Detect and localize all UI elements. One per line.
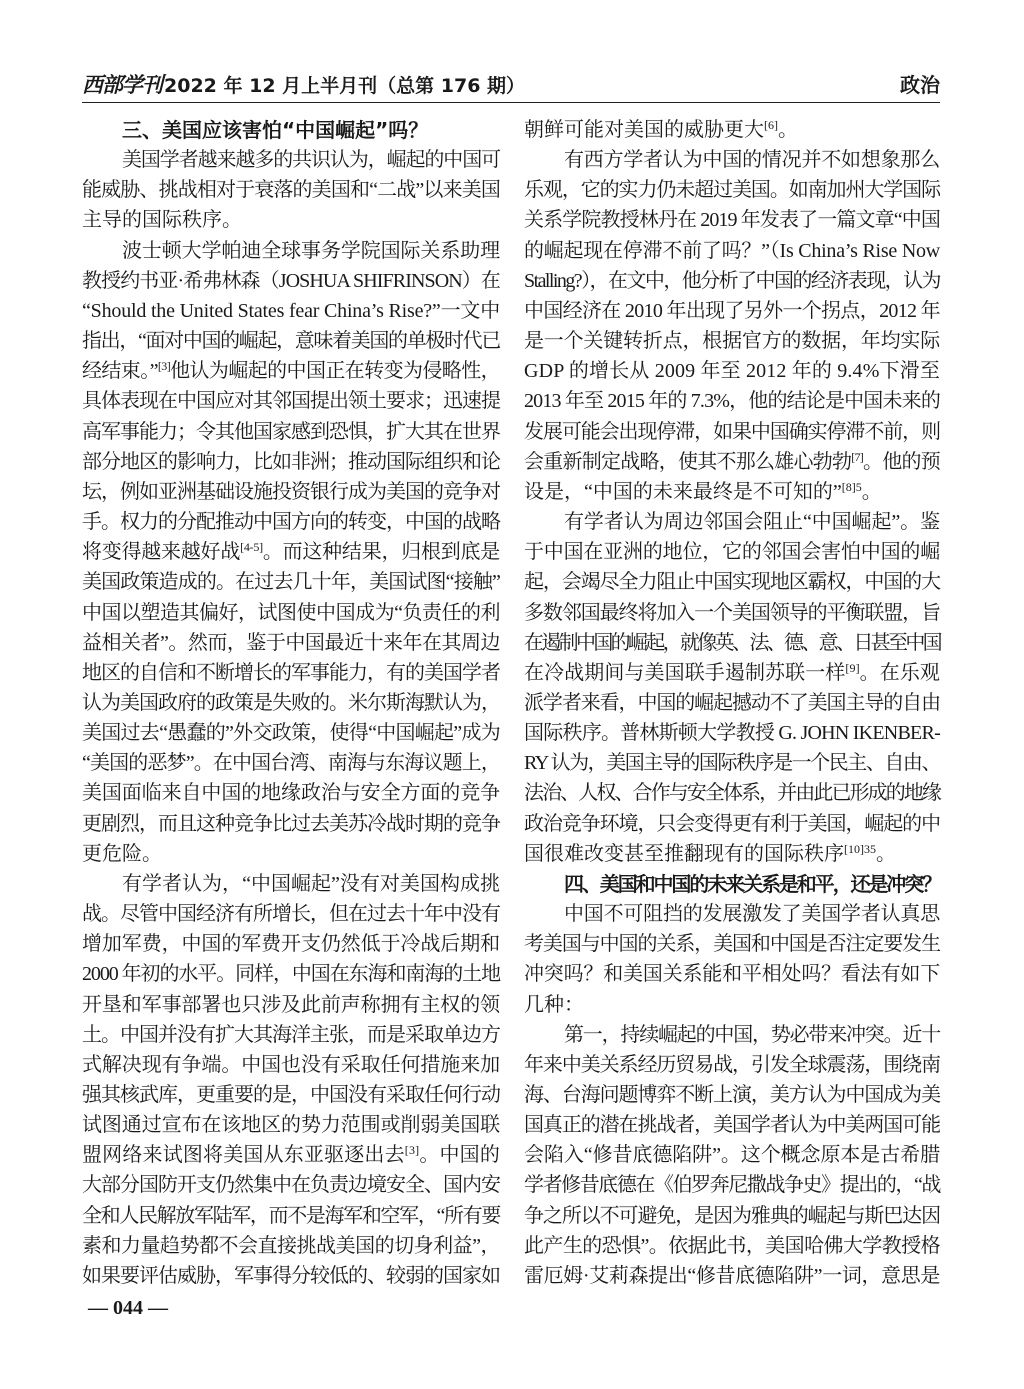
paragraph-line xyxy=(524,748,940,778)
citation-marker: [6] xyxy=(764,118,778,132)
right-column xyxy=(524,115,940,1291)
text-run: “Should the United States fear China’s Rise?”一文中 xyxy=(82,299,500,322)
text-run: 。 xyxy=(778,119,798,141)
text-run: 更剧烈，而且这种竞争比过去美苏冷战时期的竞争 xyxy=(82,812,500,835)
line-content xyxy=(524,990,584,1020)
paragraph-line xyxy=(524,1261,940,1291)
line-content xyxy=(524,1261,940,1291)
line-content xyxy=(82,1080,500,1110)
text-run: 有学者认为周边邻国会阻止“中国崛起”。鉴 xyxy=(564,511,940,534)
text-run: 考美国与中国的关系，美国和中国是否注定要发生 xyxy=(524,933,940,956)
citation-marker: [4-5] xyxy=(240,540,263,555)
line-content xyxy=(524,266,940,296)
text-run: 更危险。 xyxy=(82,842,162,865)
line-content xyxy=(82,386,500,416)
text-run: 有学者认为，“中国崛起”没有对美国构成挑 xyxy=(122,872,500,895)
line-content xyxy=(524,658,940,688)
paragraph-line xyxy=(82,1020,500,1050)
section-label: 政治 xyxy=(900,73,940,97)
paragraph-line xyxy=(82,567,500,597)
paragraph-line xyxy=(524,417,940,447)
paragraph-line xyxy=(82,959,500,989)
paragraph-line xyxy=(82,1261,500,1291)
text-run: 试图通过宣布在该地区的势力范围或削弱美国联 xyxy=(82,1114,500,1137)
paragraph-line xyxy=(82,1170,500,1200)
paragraph-line xyxy=(524,266,940,296)
text-run: 。他的预 xyxy=(863,450,940,473)
paragraph-line xyxy=(82,386,500,416)
line-content xyxy=(524,326,940,356)
paragraph-line xyxy=(82,899,500,929)
line-content xyxy=(82,778,500,808)
text-run: 增加军费，中国的军费开支仍然低于冷战后期和 xyxy=(82,933,500,956)
line-content xyxy=(524,1201,940,1231)
running-header xyxy=(82,72,940,98)
text-run: 能威胁、挑战相对于衰落的美国和“二战”以来美国 xyxy=(82,179,500,202)
text-run: RY 认为，美国主导的国际秩序是一个民主、自由、 xyxy=(524,752,940,775)
line-content xyxy=(524,929,940,959)
issue-info: 2022 年 12 月上半月刊（总第 176 期） xyxy=(164,75,526,97)
text-run: 中国以塑造其偏好，试图使中国成为“负责任的利 xyxy=(82,601,500,624)
paragraph-line xyxy=(82,718,500,748)
line-content xyxy=(524,598,940,628)
paragraph-line xyxy=(82,417,500,447)
text-run: 冲突吗？和美国关系能和平相处吗？看法有如下 xyxy=(524,963,940,986)
text-run: 学者修昔底德在《伯罗奔尼撒战争史》提出的，“战 xyxy=(524,1174,940,1197)
text-run: 益相关者”。然而，鉴于中国最近十来年在其周边 xyxy=(82,631,500,654)
text-run: 设是，“中国的未来最终是不可知的” xyxy=(524,480,842,503)
left-column xyxy=(82,115,500,1291)
line-content xyxy=(524,175,940,205)
line-content xyxy=(82,1140,500,1170)
line-content xyxy=(82,1261,500,1291)
text-run: 几种： xyxy=(524,993,584,1016)
line-content xyxy=(82,477,500,507)
line-content xyxy=(564,869,940,899)
text-run: 在遏制中国的崛起，就像英、法、德、意、日甚至中国 xyxy=(524,631,940,654)
paragraph-line xyxy=(524,990,940,1020)
paragraph-line xyxy=(524,447,940,477)
text-run: 手。权力的分配推动中国方向的转变，中国的战略 xyxy=(82,511,500,534)
text-run: GDP 的增长从 2009 年至 2012 年的 9.4%下滑至 xyxy=(524,360,940,383)
text-run: 。而这种结果，归根到底是 xyxy=(262,541,501,564)
paragraph-line xyxy=(524,1231,940,1261)
line-content xyxy=(82,1020,500,1050)
line-content xyxy=(122,115,428,145)
text-run: 是一个关键转折点，根据官方的数据，年均实际 xyxy=(524,330,940,353)
paragraph-line xyxy=(82,356,500,386)
text-run: 美国政策造成的。在过去几十年，美国试图“接触” xyxy=(82,571,500,594)
text-run: 。在乐观 xyxy=(859,661,941,684)
paragraph-line xyxy=(524,386,940,416)
paragraph-line xyxy=(524,809,940,839)
text-run: “美国的恶梦”。在中国台湾、南海与东海议题上， xyxy=(82,752,500,775)
line-content xyxy=(564,145,940,175)
paragraph-line xyxy=(82,175,500,205)
line-content xyxy=(524,447,940,477)
paragraph-line xyxy=(82,537,500,567)
section-heading xyxy=(82,115,500,145)
paragraph-line xyxy=(524,205,940,235)
paragraph-line xyxy=(524,839,940,869)
line-content xyxy=(82,447,500,477)
text-run: 开垦和军事部署也只涉及此前声称拥有主权的领 xyxy=(82,993,500,1016)
text-run: 乐观，它的实力仍未超过美国。如南加州大学国际 xyxy=(524,179,940,202)
line-content xyxy=(524,1110,940,1140)
text-run: 三、美国应该害怕“中国崛起”吗？ xyxy=(122,118,429,142)
text-run: 波士顿大学帕迪全球事务学院国际关系助理 xyxy=(122,239,500,262)
paragraph-line xyxy=(524,598,940,628)
line-content xyxy=(524,386,940,416)
text-run: 土。中国并没有扩大其海洋主张，而是采取单边方 xyxy=(82,1023,500,1046)
text-run: 海、台海问题博弈不断上演，美方认为中国成为美 xyxy=(524,1084,940,1106)
line-content xyxy=(82,839,162,869)
paragraph-line xyxy=(82,809,500,839)
text-run: 中国不可阻挡的发展激发了美国学者认真思 xyxy=(564,903,940,926)
paragraph-line xyxy=(524,236,940,266)
text-run: 雷厄姆·艾莉森提出“修昔底德陷阱”一词，意思是 xyxy=(524,1264,940,1287)
line-content xyxy=(524,296,940,326)
line-content xyxy=(82,809,500,839)
text-run: 政治竞争环境，只会变得更有利于美国，崛起的中 xyxy=(524,812,940,835)
line-content xyxy=(524,959,940,989)
citation-marker: [9] xyxy=(845,660,860,675)
text-run: 盟网络来试图将美国从东亚驱逐出去 xyxy=(82,1144,405,1167)
line-content xyxy=(524,1231,940,1261)
line-content xyxy=(524,839,896,869)
line-content xyxy=(82,356,500,386)
paragraph-line xyxy=(524,688,940,718)
paragraph-line xyxy=(82,145,500,175)
paragraph-line xyxy=(82,1050,500,1080)
paragraph-line xyxy=(524,658,940,688)
text-run: 朝鲜可能对美国的威胁更大 xyxy=(524,119,764,141)
text-run: 有西方学者认为中国的情况并不如想象那么 xyxy=(564,149,940,172)
header-rule xyxy=(82,102,940,103)
text-run: 全和人民解放军陆军，而不是海军和空军，“所有要 xyxy=(82,1204,500,1227)
paragraph-line xyxy=(524,175,940,205)
text-run: 国很难改变甚至推翻现有的国际秩序 xyxy=(524,842,844,865)
paragraph-line xyxy=(82,869,500,899)
paragraph-line xyxy=(524,959,940,989)
line-content xyxy=(82,1050,500,1080)
line-content xyxy=(82,507,500,537)
text-run: 会重新制定战略，使其不那么雄心勃勃 xyxy=(524,450,852,473)
line-content xyxy=(82,266,500,296)
paragraph-line xyxy=(524,899,940,929)
text-run: 高军事能力；令其他国家感到恐惧，扩大其在世界 xyxy=(82,420,500,443)
paragraph-line xyxy=(82,507,500,537)
paragraph-line xyxy=(82,1140,500,1170)
paragraph-line xyxy=(524,628,940,658)
text-run: 的崛起现在停滞不前了吗？”（Is China’s Rise Now xyxy=(524,239,940,262)
paragraph-line xyxy=(524,537,940,567)
line-content xyxy=(82,748,500,778)
paragraph-line xyxy=(524,1140,940,1170)
line-content xyxy=(82,417,500,447)
text-run: 经结束。” xyxy=(82,360,158,383)
line-content xyxy=(82,537,500,567)
line-content xyxy=(524,718,940,748)
paragraph-line xyxy=(82,447,500,477)
line-content xyxy=(524,417,940,447)
line-content xyxy=(524,1170,940,1200)
paragraph-line xyxy=(82,929,500,959)
text-run: 国真正的潜在挑战者，美国学者认为中美两国可能 xyxy=(524,1114,940,1137)
text-run: 。 xyxy=(861,480,882,503)
line-content xyxy=(82,658,500,688)
text-run: 将变得越来越好战 xyxy=(82,541,241,564)
text-run: 认为美国政府的政策是失败的。米尔斯海默认为， xyxy=(82,691,500,714)
text-run: 如果要评估威胁，军事得分较低的、较弱的国家如 xyxy=(82,1264,500,1287)
citation-marker: [10]35 xyxy=(844,841,876,856)
line-content xyxy=(82,899,500,929)
line-content xyxy=(524,477,882,507)
text-run: Stalling?），在文中，他分析了中国的经济表现，认为 xyxy=(524,269,940,292)
line-content xyxy=(82,296,500,326)
text-run: 。 xyxy=(876,842,896,865)
text-run: 会陷入“修昔底德陷阱”。这个概念原本是古希腊 xyxy=(524,1144,940,1167)
line-content xyxy=(82,1201,500,1231)
paragraph-line xyxy=(82,688,500,718)
paragraph-line xyxy=(82,778,500,808)
line-content xyxy=(524,1080,940,1110)
line-content xyxy=(524,567,940,597)
paragraph-line xyxy=(82,205,500,235)
line-content xyxy=(524,115,798,145)
text-run: 部分地区的影响力，比如非洲；推动国际组织和论 xyxy=(82,450,500,473)
text-run: 2013 年至 2015 年的 7.3%，他的结论是中国未来的 xyxy=(524,390,940,413)
line-content xyxy=(82,990,500,1020)
line-content xyxy=(524,1050,940,1080)
line-content xyxy=(524,205,940,235)
paragraph-line xyxy=(524,1080,940,1110)
paragraph-line xyxy=(82,839,500,869)
paragraph-line xyxy=(82,628,500,658)
text-run: 具体表现在中国应对其邻国提出领土要求；迅速提 xyxy=(82,390,500,413)
paragraph-line xyxy=(82,296,500,326)
text-run: 起，会竭尽全力阻止中国实现地区霸权，中国的大 xyxy=(524,571,940,594)
line-content xyxy=(82,1110,500,1140)
paragraph-line xyxy=(524,1050,940,1080)
text-run: 于中国在亚洲的地位，它的邻国会害怕中国的崛 xyxy=(524,541,940,564)
line-content xyxy=(524,688,940,718)
text-run: 式解决现有争端。中国也没有采取任何措施来加 xyxy=(82,1053,500,1076)
text-run: 争之所以不可避免，是因为雅典的崛起与斯巴达因 xyxy=(524,1204,940,1227)
text-run: 素和力量趋势都不会直接挑战美国的切身利益”， xyxy=(82,1234,500,1257)
paragraph-line xyxy=(524,1110,940,1140)
paragraph-line xyxy=(524,356,940,386)
paragraph-line xyxy=(82,748,500,778)
paragraph-line xyxy=(524,929,940,959)
text-run: 教授约书亚·希弗林森（JOSHUA SHIFRINSON）在 xyxy=(82,269,500,292)
text-run: 美国学者越来越多的共识认为，崛起的中国可 xyxy=(122,149,500,172)
paragraph-line xyxy=(82,326,500,356)
text-run: 国际秩序。普林斯顿大学教授 G. JOHN IKENBER- xyxy=(524,722,940,745)
text-run: 指出，“面对中国的崛起，意味着美国的单极时代已 xyxy=(82,330,500,353)
paragraph-line xyxy=(82,1231,500,1261)
page-number: — 044 — xyxy=(88,1297,168,1319)
paragraph-line xyxy=(524,778,940,808)
text-run: 。中国的 xyxy=(419,1144,501,1167)
line-content xyxy=(524,236,940,266)
paragraph-line xyxy=(524,1020,940,1050)
text-run: 在冷战期间与美国联手遏制苏联一样 xyxy=(524,661,846,684)
line-content xyxy=(82,598,500,628)
line-content xyxy=(524,356,940,386)
section-heading xyxy=(524,869,940,899)
text-run: 战。尽管中国经济有所增长，但在过去十年中没有 xyxy=(82,903,500,926)
line-content xyxy=(524,778,940,808)
line-content xyxy=(564,507,940,537)
line-content xyxy=(82,718,500,748)
paragraph-line xyxy=(524,1201,940,1231)
citation-marker: [7] xyxy=(851,449,863,464)
text-run: 年来中美关系经历贸易战，引发全球震荡，围绕南 xyxy=(524,1053,940,1076)
paragraph-line xyxy=(82,266,500,296)
line-content xyxy=(524,748,940,778)
line-content xyxy=(122,869,500,899)
paragraph-line xyxy=(524,296,940,326)
text-run: 坛，例如亚洲基础设施投资银行成为美国的竞争对 xyxy=(82,480,500,503)
text-run: 四、美国和中国的未来关系是和平，还是冲突？ xyxy=(564,871,940,896)
text-run: 他认为崛起的中国正在转变为侵略性， xyxy=(170,360,500,383)
paragraph-line xyxy=(524,115,940,145)
line-content xyxy=(122,145,500,175)
line-content xyxy=(524,1140,940,1170)
paragraph-line xyxy=(524,567,940,597)
line-content xyxy=(82,326,500,356)
text-run: 主导的国际秩序。 xyxy=(82,209,242,232)
paragraph-line xyxy=(82,990,500,1020)
line-content xyxy=(82,688,500,718)
text-run: 地区的自信和不断增长的军事能力，有的美国学者 xyxy=(82,661,500,684)
text-run: 法治、人权、合作与安全体系，并由此已形成的地缘 xyxy=(524,782,940,805)
line-content xyxy=(82,175,500,205)
line-content xyxy=(82,1170,500,1200)
paragraph-line xyxy=(524,718,940,748)
line-content xyxy=(564,899,940,929)
paragraph-line xyxy=(524,326,940,356)
text-run: 美国面临来自中国的地缘政治与安全方面的竞争 xyxy=(82,782,500,805)
line-content xyxy=(122,236,500,266)
journal-logo: 西部学刊 xyxy=(82,72,162,97)
paragraph-line xyxy=(524,507,940,537)
text-run: 多数邻国最终将加入一个美国领导的平衡联盟，旨 xyxy=(524,601,940,624)
paragraph-line xyxy=(82,1201,500,1231)
citation-marker: [3] xyxy=(404,1143,420,1158)
line-content xyxy=(564,1020,940,1050)
text-run: 派学者来看，中国的崛起撼动不了美国主导的自由 xyxy=(524,691,940,714)
paragraph-line xyxy=(524,145,940,175)
paragraph-line xyxy=(82,1080,500,1110)
text-run: 大部分国防开支仍然集中在负责边境安全、国内安 xyxy=(82,1174,500,1197)
text-run: 此产生的恐惧”。依据此书，美国哈佛大学教授格 xyxy=(524,1234,940,1257)
line-content xyxy=(524,628,940,658)
text-run: 中国经济在 2010 年出现了另外一个拐点，2012 年 xyxy=(524,299,941,322)
text-run: 第一，持续崛起的中国，势必带来冲突。近十 xyxy=(564,1023,940,1046)
text-run: 关系学院教授林丹在 2019 年发表了一篇文章“中国 xyxy=(524,209,940,232)
line-content xyxy=(82,628,500,658)
text-run: 强其核武库，更重要的是，中国没有采取任何行动 xyxy=(82,1084,500,1106)
line-content xyxy=(524,537,940,567)
paragraph-line xyxy=(82,658,500,688)
text-run: 发展可能会出现停滞，如果中国确实停滞不前，则 xyxy=(524,420,940,443)
line-content xyxy=(82,959,500,989)
paragraph-line xyxy=(82,1110,500,1140)
line-content xyxy=(82,205,242,235)
paragraph-line xyxy=(82,477,500,507)
citation-marker: [8]5 xyxy=(841,479,862,494)
line-content xyxy=(82,1231,500,1261)
paragraph-line xyxy=(524,1170,940,1200)
paragraph-line xyxy=(82,598,500,628)
line-content xyxy=(524,809,940,839)
citation-marker: [3] xyxy=(157,359,171,374)
paragraph-line xyxy=(82,236,500,266)
line-content xyxy=(82,929,500,959)
paragraph-line xyxy=(524,477,940,507)
text-run: 美国过去“愚蠢的”外交政策，使得“中国崛起”成为 xyxy=(82,722,500,745)
text-run: 2000 年初的水平。同样，中国在东海和南海的土地 xyxy=(82,963,501,986)
line-content xyxy=(82,567,500,597)
